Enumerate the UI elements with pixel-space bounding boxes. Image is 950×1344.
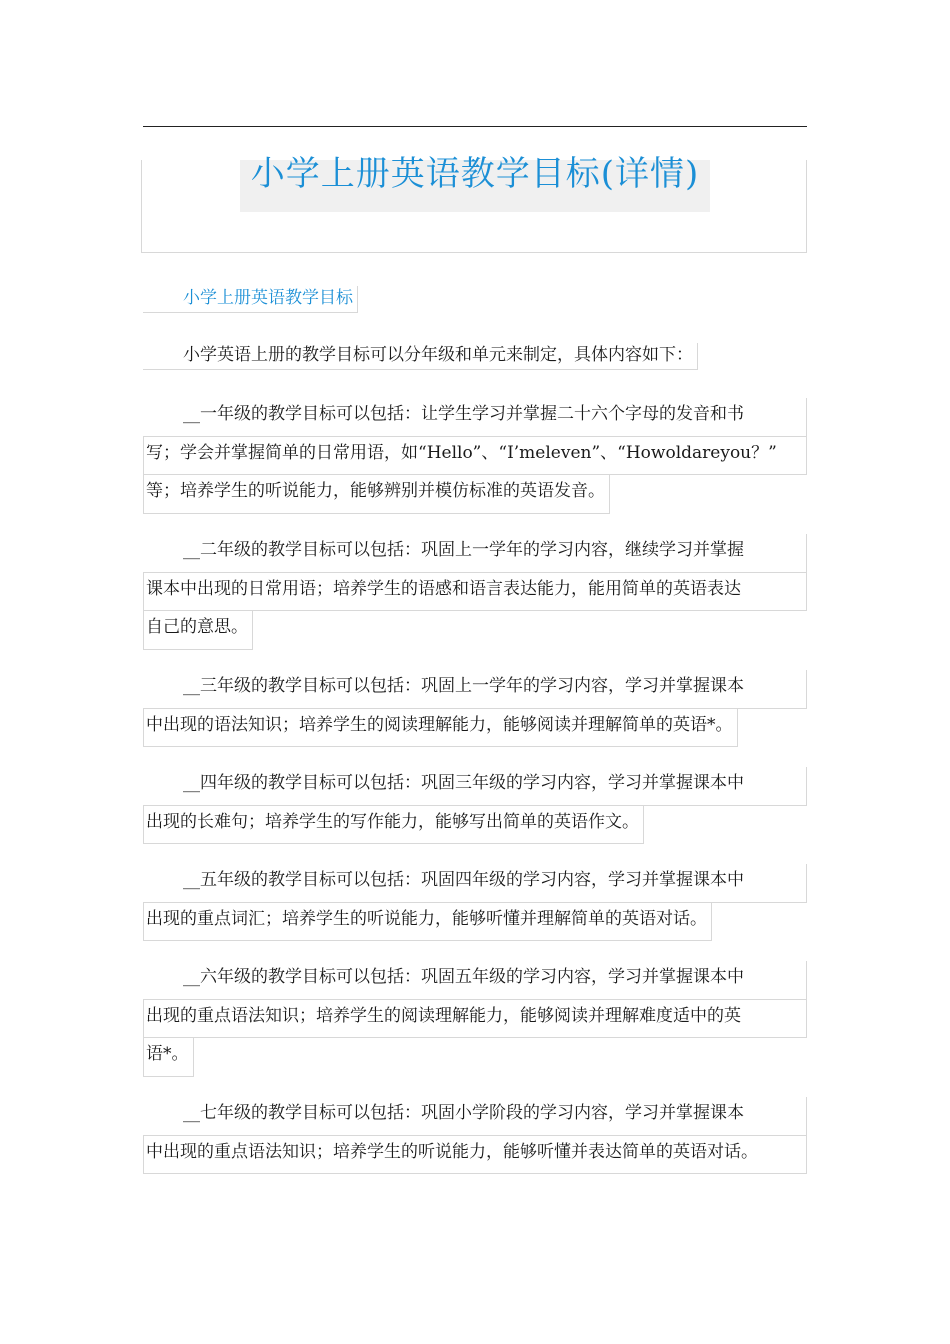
paragraph-line: 课本中出现的日常用语；培养学生的语感和语言表达能力，能用简单的英语表达 [143,573,807,612]
paragraph-line: 写；学会并掌握简单的日常用语，如“Hello”、“I’meleven”、“Howoldareyou？” [143,437,807,476]
paragraph-line: __一年级的教学目标可以包括：让学生学习并掌握二十六个字母的发音和书 [143,398,807,437]
paragraph-line: 语*。 [143,1038,194,1077]
paragraph-line: 中出现的语法知识；培养学生的阅读理解能力，能够阅读并理解简单的英语*。 [143,709,738,748]
paragraph-line: 等；培养学生的听说能力，能够辨别并模仿标准的英语发音。 [143,475,610,514]
paragraph-line: __五年级的教学目标可以包括：巩固四年级的学习内容，学习并掌握课本中 [143,864,807,903]
paragraph-grade-6 [143,961,807,1077]
paragraph-line: 出现的重点语法知识；培养学生的阅读理解能力，能够阅读并理解难度适中的英 [143,1000,807,1039]
paragraph-grade-4 [143,767,807,844]
paragraph-grade-2 [143,534,807,650]
paragraph-line: __二年级的教学目标可以包括：巩固上一学年的学习内容，继续学习并掌握 [143,534,807,573]
paragraph-line: 自己的意思。 [143,611,253,650]
paragraph-line: 中出现的重点语法知识；培养学生的听说能力，能够听懂并表达简单的英语对话。 [143,1136,807,1175]
top-rule [143,126,807,127]
paragraph-grade-1 [143,398,807,514]
paragraph-line: __七年级的教学目标可以包括：巩固小学阶段的学习内容，学习并掌握课本 [143,1097,807,1136]
intro-paragraph: 小学英语上册的教学目标可以分年级和单元来制定，具体内容如下： [143,343,698,370]
paragraph-grade-3 [143,670,807,747]
paragraph-line: __六年级的教学目标可以包括：巩固五年级的学习内容，学习并掌握课本中 [143,961,807,1000]
section-heading: 小学上册英语教学目标 [143,286,358,313]
paragraph-line: 出现的长难句；培养学生的写作能力，能够写出简单的英语作文。 [143,806,644,845]
paragraph-line: 出现的重点词汇；培养学生的听说能力，能够听懂并理解简单的英语对话。 [143,903,712,942]
paragraph-grade-5 [143,864,807,941]
paragraph-line: __四年级的教学目标可以包括：巩固三年级的学习内容，学习并掌握课本中 [143,767,807,806]
paragraph-grade-7 [143,1097,807,1174]
document-title: 小学上册英语教学目标(详情) [250,154,700,194]
paragraph-line: __三年级的教学目标可以包括：巩固上一学年的学习内容，学习并掌握课本 [143,670,807,709]
